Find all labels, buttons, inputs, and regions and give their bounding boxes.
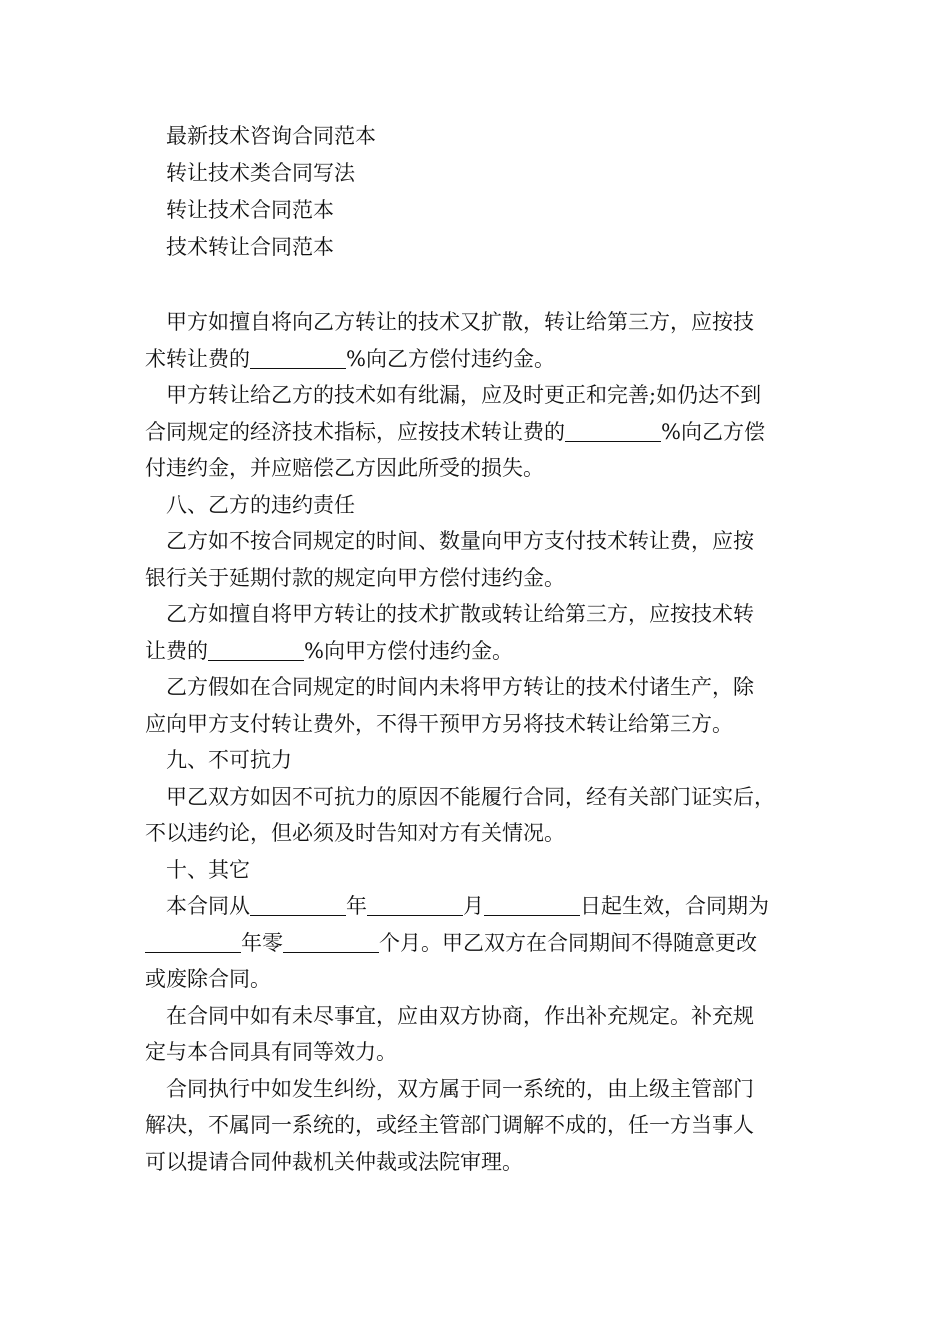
text-span: 年零 bbox=[241, 930, 283, 955]
text-line: 在合同中如有未尽事宜，应由双方协商，作出补充规定。补充规 bbox=[166, 1003, 754, 1028]
paragraph-effective-date bbox=[145, 888, 807, 998]
section-heading: 九、不可抗力 bbox=[166, 748, 292, 772]
text-span: %向乙方偿 bbox=[661, 419, 765, 444]
text-line bbox=[124, 925, 807, 962]
text-line: 乙方如不按合同规定的时间、数量向甲方支付技术转让费，应按 bbox=[166, 529, 754, 553]
text-span: 日起生效，合同期为 bbox=[580, 894, 769, 918]
blank-line bbox=[145, 932, 241, 953]
text-span: 让费的 bbox=[145, 638, 208, 663]
text-span: %向乙方偿付违约金。 bbox=[346, 346, 555, 371]
text-line bbox=[124, 414, 807, 451]
text-span: %向甲方偿付违约金。 bbox=[304, 638, 513, 663]
text-span: 本合同从 bbox=[166, 894, 250, 918]
paragraph-supplementary bbox=[145, 998, 807, 1071]
text-line bbox=[145, 888, 807, 925]
text-line: 付违约金，并应赔偿乙方因此所受的损失。 bbox=[145, 456, 544, 480]
text-line: 乙方如擅自将甲方转让的技术扩散或转让给第三方，应按技术转 bbox=[166, 602, 754, 626]
text-line: 或废除合同。 bbox=[145, 967, 271, 991]
text-line: 乙方假如在合同规定的时间内未将甲方转让的技术付诸生产，除 bbox=[166, 675, 754, 699]
text-line: 甲方转让给乙方的技术如有纰漏，应及时更正和完善;如仍达不到 bbox=[166, 383, 762, 407]
section-heading: 八、乙方的违约责任 bbox=[166, 492, 355, 517]
related-link[interactable]: 最新技术咨询合同范本 bbox=[166, 124, 376, 148]
text-line bbox=[124, 341, 807, 378]
related-link[interactable]: 转让技术合同范本 bbox=[166, 198, 334, 222]
related-link[interactable]: 技术转让合同范本 bbox=[166, 235, 334, 259]
paragraph-force-majeure bbox=[145, 779, 807, 852]
paragraph-party-a-defects bbox=[145, 377, 807, 487]
blank-line bbox=[484, 895, 580, 916]
paragraph-party-a-disclosure bbox=[145, 304, 807, 377]
contract-body bbox=[145, 304, 807, 1180]
text-line bbox=[124, 633, 807, 670]
text-line: 合同执行中如发生纠纷，双方属于同一系统的，由上级主管部门 bbox=[166, 1076, 754, 1101]
related-link[interactable]: 转让技术类合同写法 bbox=[166, 161, 355, 185]
paragraph-party-b-disclosure bbox=[145, 596, 807, 669]
text-line: 甲方如擅自将向乙方转让的技术又扩散，转让给第三方，应按技 bbox=[166, 310, 754, 334]
text-line: 可以提请合同仲裁机关仲裁或法院审理。 bbox=[145, 1149, 523, 1174]
text-span: 年 bbox=[346, 894, 367, 918]
blank-line bbox=[565, 421, 661, 442]
blank-line bbox=[367, 895, 463, 916]
text-span: 术转让费的 bbox=[145, 346, 250, 371]
text-line: 应向甲方支付转让费外，不得干预甲方另将技术转让给第三方。 bbox=[145, 711, 733, 736]
text-line: 不以违约论，但必须及时告知对方有关情况。 bbox=[145, 821, 565, 845]
text-line: 解决，不属同一系统的，或经主管部门调解不成的，任一方当事人 bbox=[145, 1113, 754, 1137]
paragraph-party-b-production bbox=[145, 669, 807, 742]
text-span: 个月。甲乙双方在合同期间不得随意更改 bbox=[379, 930, 757, 955]
text-line: 银行关于延期付款的规定向甲方偿付违约金。 bbox=[145, 565, 565, 590]
blank-line bbox=[250, 895, 346, 916]
text-span: 合同规定的经济技术指标，应按技术转让费的 bbox=[145, 419, 565, 444]
text-line: 定与本合同具有同等效力。 bbox=[145, 1040, 397, 1064]
section-heading: 十、其它 bbox=[166, 857, 250, 882]
related-links-list bbox=[145, 118, 805, 266]
text-span: 月 bbox=[463, 894, 484, 918]
blank-line bbox=[283, 932, 379, 953]
blank-line bbox=[250, 348, 346, 369]
paragraph-disputes bbox=[145, 1071, 807, 1181]
paragraph-party-b-payment bbox=[145, 523, 807, 596]
text-line: 甲乙双方如因不可抗力的原因不能履行合同，经有关部门证实后， bbox=[166, 784, 775, 809]
blank-line bbox=[208, 640, 304, 661]
